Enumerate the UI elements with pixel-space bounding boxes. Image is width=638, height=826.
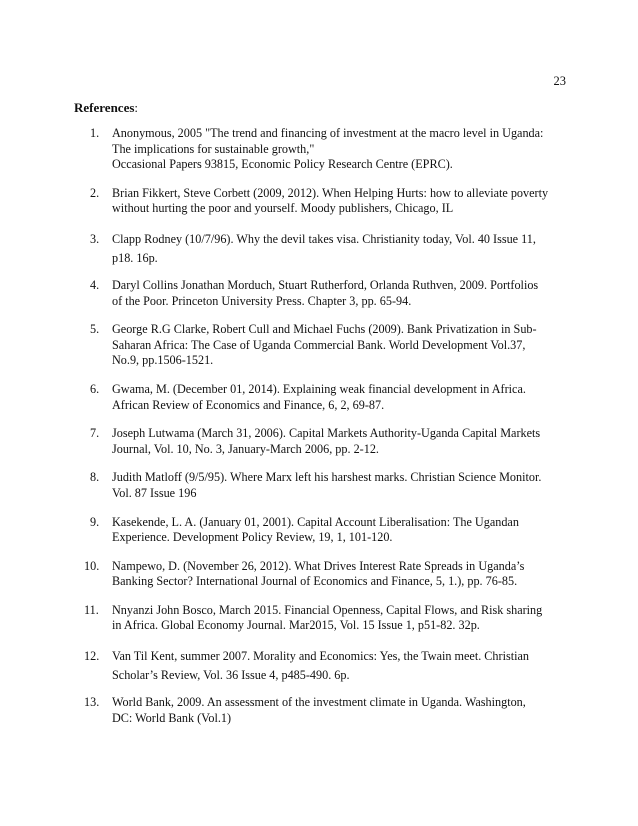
reference-text-line: Kasekende, L. A. (January 01, 2001). Capital Account Liberalisation: The Ugandan xyxy=(112,514,519,529)
reference-text-line: African Review of Economics and Finance, 6, 2, 69-87. xyxy=(112,397,385,412)
reference-item-1 xyxy=(90,126,580,173)
reference-text-line: Daryl Collins Jonathan Morduch, Stuart Rutherford, Orlanda Ruthven, 2009. Portfolios xyxy=(112,277,539,292)
reference-number: 7. xyxy=(90,426,100,441)
reference-text-line: Vol. 87 Issue 196 xyxy=(112,485,197,500)
reference-text-line: Joseph Lutwama (March 31, 2006). Capital Markets Authority-Uganda Capital Markets xyxy=(112,426,541,441)
reference-text-line: George R.G Clarke, Robert Cull and Michael Fuchs (2009). Bank Privatization in Sub- xyxy=(112,322,537,337)
reference-item-2 xyxy=(90,186,580,217)
reference-text-line: Brian Fikkert, Steve Corbett (2009, 2012). When Helping Hurts: how to alleviate poverty xyxy=(112,185,549,200)
reference-text-line: of the Poor. Princeton University Press. Chapter 3, pp. 65-94. xyxy=(112,293,412,308)
reference-item-5 xyxy=(90,322,580,369)
reference-item-3 xyxy=(90,230,580,268)
reference-item-12 xyxy=(84,647,580,685)
reference-number: 10. xyxy=(84,558,100,573)
reference-text-line: World Bank, 2009. An assessment of the investment climate in Uganda. Washington, xyxy=(112,695,526,710)
reference-item-10 xyxy=(84,558,580,590)
references-heading xyxy=(74,100,138,116)
reference-number: 5. xyxy=(90,322,100,337)
reference-item-11 xyxy=(84,602,580,634)
reference-item-4 xyxy=(90,278,580,309)
reference-text-line: in Africa. Global Economy Journal. Mar2015, Vol. 15 Issue 1, p51-82. 32p. xyxy=(112,618,480,633)
reference-item-13 xyxy=(84,695,580,726)
reference-number: 3. xyxy=(90,231,100,246)
reference-number: 4. xyxy=(90,277,100,292)
reference-text-line: No.9, pp.1506-1521. xyxy=(112,353,214,368)
reference-text-line: Judith Matloff (9/5/95). Where Marx left his harshest marks. Christian Science Monitor. xyxy=(112,470,542,485)
reference-number: 8. xyxy=(90,470,100,485)
reference-number: 1. xyxy=(90,126,100,140)
reference-text-line: Gwama, M. (December 01, 2014). Explaining weak financial development in Africa. xyxy=(112,381,526,396)
reference-text-line: DC: World Bank (Vol.1) xyxy=(112,710,232,725)
reference-text-line: p18. 16p. xyxy=(112,250,158,265)
references-list xyxy=(84,126,580,739)
reference-text-line: Anonymous, 2005 "The trend and financing of investment at the macro level in Uganda: xyxy=(112,126,544,140)
reference-number: 11. xyxy=(84,602,99,617)
references-heading-text: References xyxy=(74,100,135,115)
reference-number: 6. xyxy=(90,381,100,396)
reference-text-line: Saharan Africa: The Case of Uganda Commercial Bank. World Development Vol.37, xyxy=(112,337,526,352)
reference-text-line: Van Til Kent, summer 2007. Morality and Economics: Yes, the Twain meet. Christian xyxy=(112,649,529,664)
reference-item-6 xyxy=(90,382,580,413)
reference-text-line: Nnyanzi John Bosco, March 2015. Financial Openness, Capital Flows, and Risk sharing xyxy=(112,602,543,617)
reference-number: 13. xyxy=(84,695,100,710)
reference-text-line: Occasional Papers 93815, Economic Policy Research Centre (EPRC). xyxy=(112,157,453,172)
reference-number: 2. xyxy=(90,185,100,200)
reference-item-8 xyxy=(90,470,580,501)
reference-text-line: Nampewo, D. (November 26, 2012). What Drives Interest Rate Spreads in Uganda’s xyxy=(112,558,525,573)
reference-text-line: without hurting the poor and yourself. Moody publishers, Chicago, IL xyxy=(112,201,454,216)
reference-text-line: Journal, Vol. 10, No. 3, January-March 2006, pp. 2-12. xyxy=(112,441,379,456)
reference-text-line: Clapp Rodney (10/7/96). Why the devil takes visa. Christianity today, Vol. 40 Issue 11, xyxy=(112,231,536,246)
reference-number: 12. xyxy=(84,649,100,664)
reference-text-line: Scholar’s Review, Vol. 36 Issue 4, p485-490. 6p. xyxy=(112,668,350,683)
page-number: 23 xyxy=(553,74,566,88)
reference-text-line: Banking Sector? International Journal of Economics and Finance, 5, 1.), pp. 76-85. xyxy=(112,574,518,589)
reference-item-7 xyxy=(90,426,580,457)
reference-item-9 xyxy=(90,515,580,546)
reference-text-line: Experience. Development Policy Review, 19, 1, 101-120. xyxy=(112,530,393,545)
reference-number: 9. xyxy=(90,514,100,529)
references-heading-colon: : xyxy=(134,100,139,115)
reference-text-line: The implications for sustainable growth," xyxy=(112,141,315,156)
